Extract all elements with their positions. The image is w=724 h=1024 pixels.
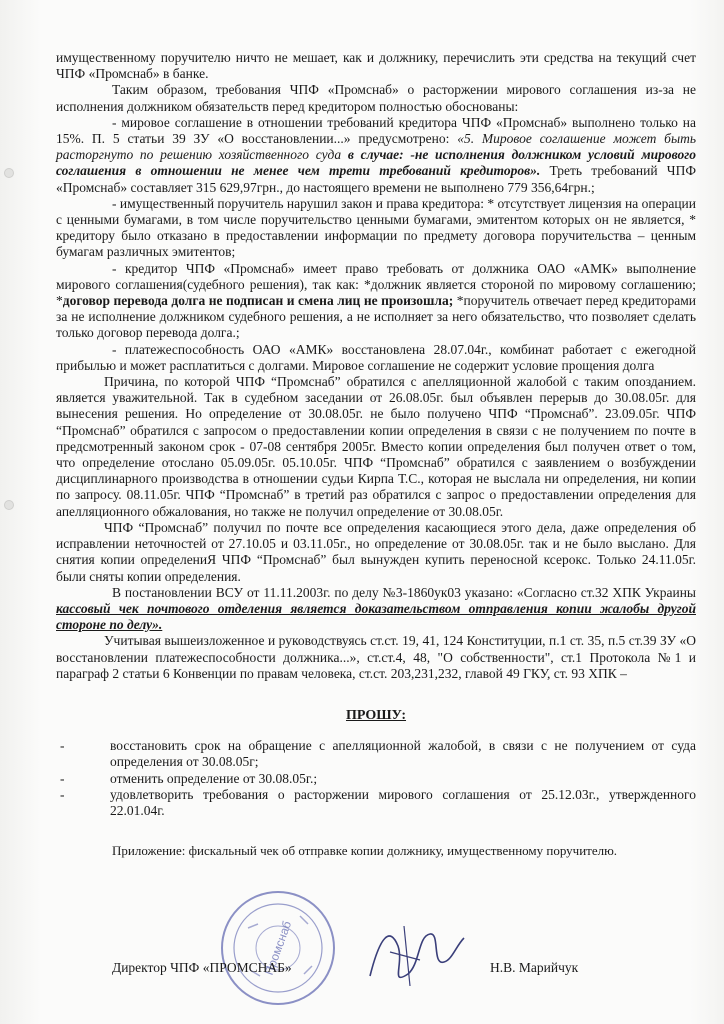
paragraph-2: Таким образом, требования ЧПФ «Промснаб» о расторжении мирового соглашения из-за не исполнения должником обязательств перед кредитором полностью обоснованы: bbox=[56, 82, 696, 114]
stamp-label: Промснаб bbox=[261, 919, 295, 977]
request-list bbox=[56, 738, 696, 819]
list-item: - восстановить срок на обращение с апелляционной жалобой, в связи с не получением от суда определения от 30.08.05г; bbox=[56, 738, 696, 770]
paragraph-6: - платежеспособность ОАО «АМК» восстановлена 28.07.04г., комбинат работает с ежегодной прибылью и может расплатиться с долгами. Мировое соглашение не содержит условие прощения долга bbox=[56, 341, 696, 373]
document-body bbox=[56, 50, 696, 859]
punch-hole bbox=[4, 168, 14, 178]
paragraph-3: - мировое соглашение в отношении требований кредитора ЧПФ «Промснаб» выполнено только на 15%. П. 5 статьи 39 ЗУ «О восстановлении...» предусмотрено: «5. Мировое соглашение может быть расторгнуто по решению хозяйственного суда в случае: -не исполнения должником условий мирового соглашения в отношении не менее чем трети требований кредиторов». Треть требований ЧПФ «Промснаб» составляет 315 629,97грн., до настоящего времени не выполнено 779 356,64грн.; bbox=[56, 114, 696, 195]
paragraph-5: - кредитор ЧПФ «Промснаб» имеет право требовать от должника ОАО «АМК» выполнение мирового соглашения(судебного решения), так как: *должник является стороной по мировому соглашению; *договор перевода долга не подписан и смена лиц не произошла; *поручитель отвечает перед кредиторами за не исполнение должником судебного решения, а не исполняет за него обязательство, что позволяет сделать только договор перевода долга.; bbox=[56, 260, 696, 341]
list-item: - удовлетворить требования о расторжении мирового соглашения от 25.12.03г., утвержденного 22.01.04г. bbox=[56, 787, 696, 819]
paragraph-8: ЧПФ “Промснаб” получил по почте все определения касающиеся этого дела, даже определения об исправлении неточностей от 27.10.05 и 03.11.05г., но определение от 30.08.05г. так и не было выслано. Для снятия копии определениЯ ЧПФ “Промснаб” был вынужден купить переносной ксерокс. Только 24.11.05г. были сняты копии определения. bbox=[56, 519, 696, 584]
paragraph-9: В постановлении ВСУ от 11.11.2003г. по делу №3-1860ук03 указано: «Согласно ст.32 ХПК Украины кассовый чек почтового отделения является доказательством отправления копии жалобы другой стороне по делу». bbox=[56, 584, 696, 633]
signer-role: Директор ЧПФ «ПРОМСНАБ» bbox=[112, 960, 292, 975]
paragraph-1: имущественному поручителю ничто не мешает, как и должнику, перечислить эти средства на текущий счет ЧПФ «Промснаб» в банке. bbox=[56, 50, 696, 82]
paragraph-7: Причина, по которой ЧПФ “Промснаб” обратился с апелляционной жалобой с таким опозданием. является уважительной. Так в судебном заседании от 26.08.05г. был объявлен перерыв до 30.08.05г. для вынесения решения. Но определение от 30.08.05г. не было получено ЧПФ “Промснаб”. 23.09.05г. ЧПФ “Промснаб” обратился с запросом о предоставлении копии определения в связи с не получением по почте в предсмотренный законом срок - 07-08 сентября 2005г. Вместо копии определения был получен ответ о том, что определение отослано 05.09.05г. 05.10.05г. ЧПФ “Промснаб” обратился с заявлением о возбуждении дисциплинарного производства в отношении судьи Кирпа Т.С., которая не выслала ни определения, ни копии по запросу. 08.11.05г. ЧПФ “Промснаб” в третий раз обратился с запрос о предоставлении определения для апелляционного обжалования, но также не получил определение от 30.08.05г. bbox=[56, 374, 696, 519]
signer-name: Н.В. Марийчук bbox=[490, 960, 579, 975]
punch-hole bbox=[4, 500, 14, 510]
annex-note: Приложение: фискальный чек об отправке копии должнику, имущественному поручителю. bbox=[112, 843, 618, 859]
signature bbox=[360, 916, 470, 996]
list-item: - отменить определение от 30.08.05г.; bbox=[56, 771, 696, 787]
request-heading: ПРОШУ: bbox=[345, 707, 407, 723]
paragraph-10: Учитывая вышеизложенное и руководствуясь ст.ст. 19, 41, 124 Конституции, п.1 ст. 35, п.5 ст.39 ЗУ «О восстановлении платежеспособности должника...», ст.ст.4, 48, "О собственности", ст.1 Протокола №1 и параграф 2 статьи 6 Конвенции по правам человека, ст.ст. 203,231,232, главой 49 ГКУ, ст. 93 ХПК – bbox=[56, 633, 696, 681]
paragraph-4: - имущественный поручитель нарушил закон и права кредитора: * отсутствует лицензия на операции с ценными бумагами, в том числе поручительство ценными бумагами, эмитентом которых он не является, * кредитору было отказано в предоставлении информации по предмету договора поручительства – ценным бумагам различных эмитентов; bbox=[56, 195, 696, 260]
company-stamp bbox=[218, 888, 338, 1008]
